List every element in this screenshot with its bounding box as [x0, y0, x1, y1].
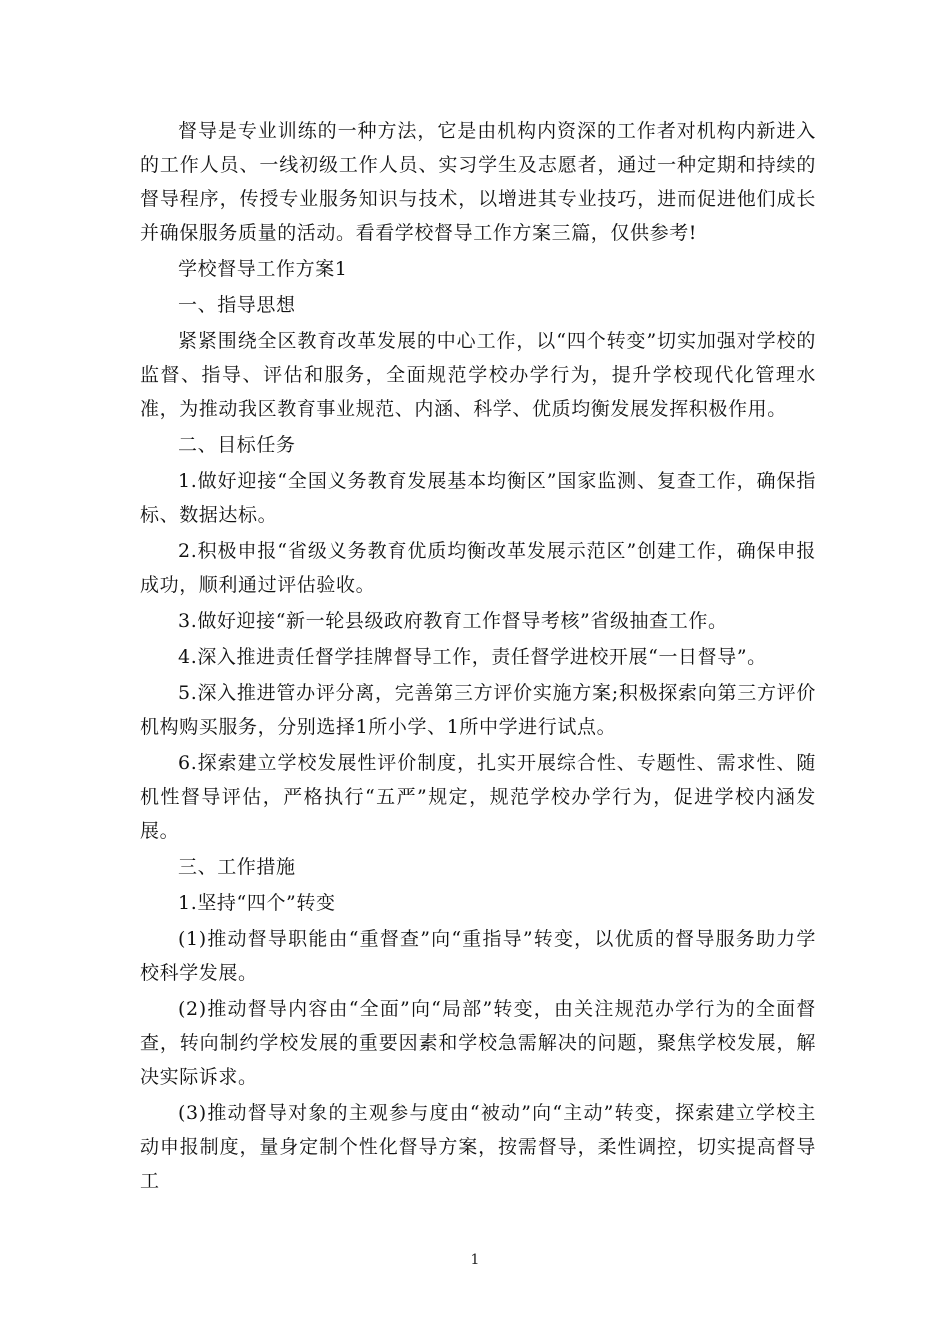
heading-measures: 三、工作措施 [178, 856, 296, 878]
section-title: 学校督导工作方案1 [178, 258, 348, 280]
measure-item-2: (2)推动督导内容由“全面”向“局部”转变，由关注规范办学行为的全面督查，转向制约学校发展的重要因素和学校急需解决的问题，聚焦学校发展，解决实际诉求。 [140, 998, 816, 1088]
goal-item-1: 1.做好迎接“全国义务教育发展基本均衡区”国家监测、复查工作，确保指标、数据达标。 [140, 470, 816, 526]
goal-item-6: 6.探索建立学校发展性评价制度，扎实开展综合性、专题性、需求性、随机性督导评估，严格执行“五严”规定，规范学校办学行为，促进学校内涵发展。 [140, 752, 816, 842]
measure-item-3: (3)推动督导对象的主观参与度由“被动”向“主动”转变，探索建立学校主动申报制度，量身定制个性化督导方案，按需督导，柔性调控，切实提高督导工 [140, 1102, 816, 1192]
measure-item-1: (1)推动督导职能由“重督查”向“重指导”转变，以优质的督导服务助力学校科学发展。 [140, 928, 816, 984]
goal-item-2: 2.积极申报“省级义务教育优质均衡改革发展示范区”创建工作，确保申报成功，顺利通过评估验收。 [140, 540, 816, 596]
paragraph-guiding-ideology: 紧紧围绕全区教育改革发展的中心工作，以“四个转变”切实加强对学校的监督、指导、评估和服务，全面规范学校办学行为，提升学校现代化管理水准，为推动我区教育事业规范、内涵、科学、优质均衡发展发挥积极作用。 [140, 330, 816, 420]
goal-item-5: 5.深入推进管办评分离，完善第三方评价实施方案;积极探索向第三方评价机构购买服务，分别选择1所小学、1所中学进行试点。 [140, 682, 816, 738]
intro-paragraph: 督导是专业训练的一种方法，它是由机构内资深的工作者对机构内新进入的工作人员、一线初级工作人员、实习学生及志愿者，通过一种定期和持续的督导程序，传授专业服务知识与技术，以增进其专业技巧，进而促进他们成长并确保服务质量的活动。看看学校督导工作方案三篇，仅供参考! [140, 120, 816, 244]
goal-item-3: 3.做好迎接“新一轮县级政府教育工作督导考核”省级抽查工作。 [178, 610, 728, 632]
heading-goals: 二、目标任务 [178, 434, 296, 456]
document-body [140, 114, 816, 1200]
subheading-four-changes: 1.坚持“四个”转变 [178, 892, 336, 914]
goal-item-4: 4.深入推进责任督学挂牌督导工作，责任督学进校开展“一日督导”。 [178, 646, 767, 668]
page-number: 1 [470, 1252, 480, 1268]
heading-guiding-ideology: 一、指导思想 [178, 294, 296, 316]
